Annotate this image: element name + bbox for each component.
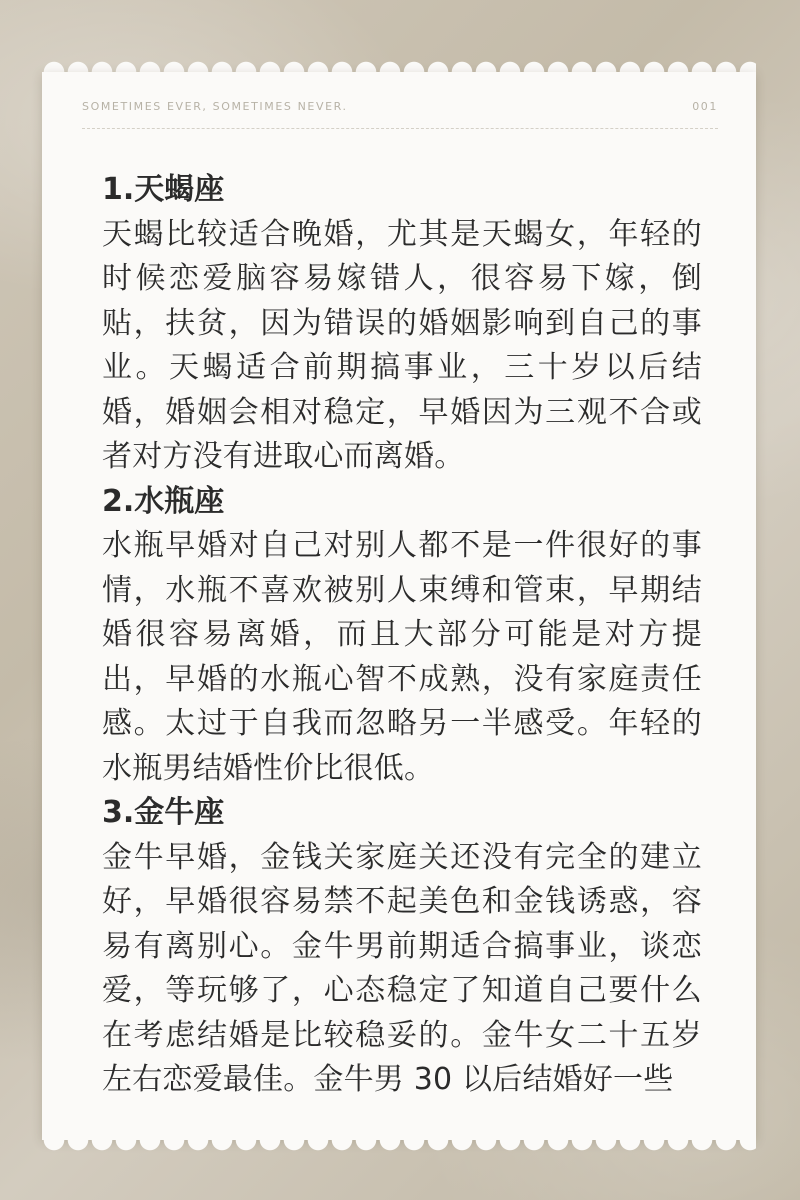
section-title: 3.金牛座 [102,795,225,830]
header-divider [82,128,718,129]
header-page-number: 001 [692,100,718,113]
section-body: 天蝎比较适合晚婚，尤其是天蝎女，年轻的时候恋爱脑容易嫁错人，很容易下嫁，倒贴，扶贫，因为错误的婚姻影响到自己的事业。天蝎适合前期搞事业，三十岁以后结婚，婚姻会相对稳定，早婚因为三观不合或者对方没有进取心而离婚。 [102,216,702,474]
header-tagline: SOMETIMES EVER, SOMETIMES NEVER. [82,100,348,113]
section-body: 水瓶早婚对自己对别人都不是一件很好的事情，水瓶不喜欢被别人束缚和管束，早期结婚很容易离婚，而且大部分可能是对方提出，早婚的水瓶心智不成熟，没有家庭责任感。太过于自我而忽略另一半感受。年轻的水瓶男结婚性价比很低。 [102,528,702,786]
ticket-scalloped-bottom-edge [42,1140,756,1154]
card-header [82,100,718,120]
section-scorpio [102,168,702,480]
section-title: 2.水瓶座 [102,483,225,519]
section-body: 金牛早婚，金钱关家庭关还没有完全的建立好，早婚很容易禁不起美色和金钱诱惑，容易有离别心。金牛男前期适合搞事业，谈恋爱，等玩够了，心态稳定了知道自己要什么在考虑结婚是比较稳妥的。金牛女二十五岁左右恋爱最佳。金牛男 30 以后结婚好一些 [102,839,702,1097]
ticket-scalloped-top-edge [42,58,756,72]
section-title: 1.天蝎座 [102,172,225,207]
section-aquarius [102,480,702,792]
article-content [102,168,702,1103]
section-taurus [102,791,702,1103]
